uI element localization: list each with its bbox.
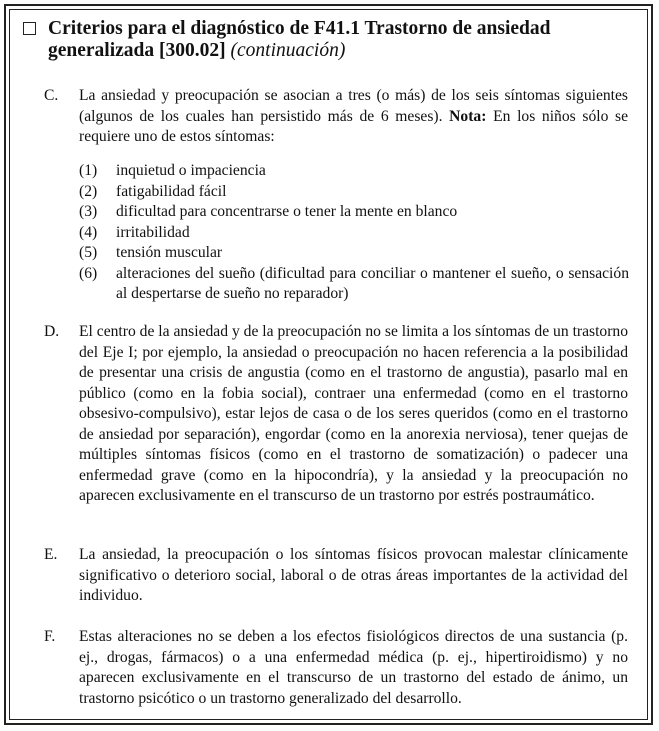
- note-label: Nota:: [449, 107, 487, 125]
- note-text: En los niños sólo se requiere uno de estos síntomas:: [79, 107, 629, 145]
- criterion-f: [44, 627, 628, 709]
- list-item: (5) tensión muscular: [79, 244, 223, 261]
- criterion-c-letter: C.: [44, 87, 59, 104]
- list-item: (6) alteraciones del sueño (dificultad para conciliar o mantener el sueño, o sensación al despertarse de sueño no reparador): [79, 264, 629, 302]
- criterion-f-text: Estas alteraciones no se deben a los efectos fisiológicos directos de una sustancia (p. ej., drogas, fármacos) o a una enfermedad médica (p. ej., hipertiroidismo) y no aparecen exclusivamente en el transcurso de un trastorno del estado de ánimo, un trastorno psicótico o un trastorno generalizado del desarrollo.: [79, 628, 628, 707]
- checkbox-icon[interactable]: [23, 22, 36, 35]
- criterion-d: [44, 322, 628, 507]
- criterion-e: [44, 545, 628, 607]
- criterion-d-text: El centro de la ansiedad y de la preocupación no se limita a los síntomas de un trastorno del Eje I; por ejemplo, la ansiedad o preocupación no hacen referencia a la posibilidad de presentar una crisis de angustia (como en el trastorno de angustia), pasarlo mal en público (como en la fobia social), contraer una enfermedad (como en el trastorno obsesivo-compulsivo), estar lejos de casa o de los seres queridos (como en el trastorno de ansiedad por separación), engordar (como en la anorexia nerviosa), tener quejas de múltiples síntomas físicos (como en el trastorno de somatización) o padecer una enfermedad grave (como en la hipocondría), y la ansiedad y la preocupación no aparecen exclusivamente en el transcurso de un trastorno por estrés postraumático.: [79, 323, 628, 504]
- criterion-e-letter: E.: [44, 546, 58, 563]
- page-title: [48, 18, 613, 62]
- criterion-e-text: La ansiedad, la preocupación o los síntomas físicos provocan malestar clínicamente significativo o deterioro social, laboral o de otras áreas importantes de la actividad del individuo.: [79, 546, 628, 604]
- criterion-d-letter: D.: [44, 323, 60, 340]
- title-continuation: (continuación): [230, 40, 346, 61]
- criterion-c: [44, 86, 628, 148]
- criterion-f-letter: F.: [44, 628, 56, 645]
- symptom-list: [79, 161, 629, 305]
- list-item: (2) fatigabilidad fácil: [79, 182, 227, 200]
- list-item: (1) inquietud o impaciencia: [79, 162, 266, 179]
- criterion-c-text: La ansiedad y preocupación se asocian a tres (o más) de los seis síntomas siguientes (algunos de los cuales han persistido más de 6 meses). Nota: En los niños sólo se requiere uno de estos síntomas:: [79, 87, 629, 145]
- title-main: Criterios para el diagnóstico de F41.1 Trastorno de ansiedad generalizada [300.02]: [48, 18, 551, 61]
- list-item: (4) irritabilidad: [79, 223, 190, 241]
- criteria-header: [23, 18, 613, 62]
- list-item: (3) dificultad para concentrarse o tener la mente en blanco: [79, 203, 458, 220]
